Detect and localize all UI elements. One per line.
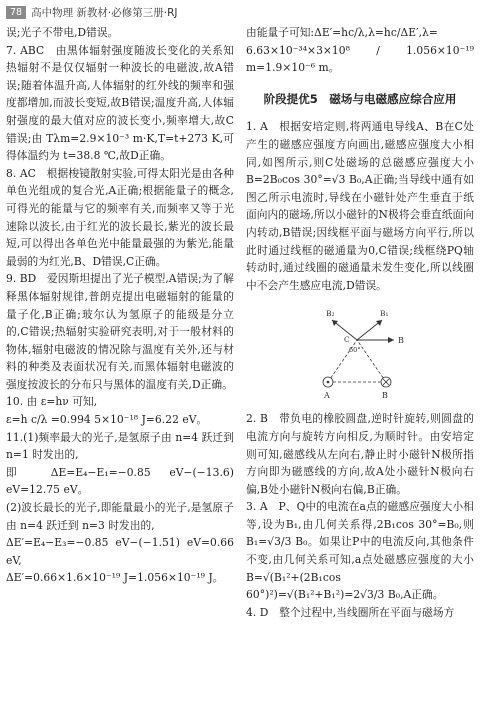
- equation: ΔE′=0.66×1.6×10⁻¹⁹ J=1.056×10⁻¹⁹ J。: [6, 571, 224, 585]
- label-b: B: [398, 336, 404, 346]
- answer-1: 1. A 根据安培定则,将两通电导线A、B在C处产生的磁感应强度方向画出,磁感应强度大小相同,如图所示,则C处磁场的总磁感应强度大小 B=2B₀cos 30°=√3 B₀,A正确;当导线中通有如图乙所示电流时,导线在小磁针处产生垂直于纸面向内的磁场,所以小磁针的N极将会垂直纸面向内转动,B错误;因线框平面与磁场方向平行,所以此时通过线框的磁通量为0,C错误;线框绕PQ轴转动时,通过线圈的磁通量未发生变化,所以线圈中不会产生感应电流,D错误。: [246, 120, 474, 292]
- right-column: [246, 24, 474, 621]
- equation: 即 ΔE=E₄−E₁=−0.85 eV−(−13.6) eV=12.75 eV。: [6, 465, 234, 497]
- equation: ΔE′=E₄−E₃=−0.85 eV−(−1.51) eV=0.66 eV,: [6, 536, 234, 567]
- equation: ε=h c/λ =0.994 5×10⁻¹⁸ J=6.22 eV。: [6, 413, 208, 427]
- paragraph: 由能量子可知:ΔE′=hc/λ,λ=hc/ΔE′,λ=: [246, 26, 438, 39]
- magnetic-field-figure: [246, 296, 474, 406]
- answer-10: 10. 由 ε=hν 可知,: [6, 395, 98, 409]
- answer-4: 4. D 整个过程中,当线圈所在平面与磁场方: [246, 605, 455, 619]
- answer-7: 7. ABC 由黑体辐射强度随波长变化的关系知热辐射不是仅仅辐射一种波长的电磁波,故A错误;随着体温升高,人体辐射的红外线的频率和强度都增加,而波长变短,故B错误;温度升高,人体辐射强度的最大值对应的波长变小,频率增大,故C错误;由 Tλm=2.9×10⁻³ m·K,T=t+273 K,可得体温约为 t=38.8 ℃,故D正确。: [6, 43, 234, 163]
- answer-8: 8. AC 根据梭镜散射实验,可得太阳光是由各种单色光组成的复合光,A正确;根据能量子的概念,可得光的能量与它的频率有关,而频率又等于光速除以波长,由于红光的波长最长,紫光的波长最短,可以得出各单色光中能量最强的为紫光,能量最弱的为红光,B、D错误,C正确。: [6, 166, 234, 268]
- answer-3: 3. A P、Q中的电流在a点的磁感应强度大小相等,设为B₁,由几何关系得,2B₁cos 30°=B₀,则 B₁=√3/3 B₀。如果让P中的电流反向,其他条件不变,由几何关系可知,a点处磁感应强度的大小 B=√(B₁²+(2B₁cos 60°)²)=√(B₁²+B₁²)=2√3/3 B₀,A正确。: [246, 500, 474, 602]
- label-a: A: [324, 391, 330, 401]
- angle-label: 60°: [349, 346, 361, 355]
- equation: 6.63×10⁻³⁴×3×10⁸ / 1.056×10⁻¹⁹ m=1.9×10⁻⁶ m。: [246, 43, 474, 75]
- answer-2: 2. B 带负电的橡胶圆盘,逆时针旋转,则圆盘的电流方向与旋转方向相反,为顺时针。由安培定则可知,磁感线从左向右,静止时小磁针N极所指方向即为磁感线的方向,故A处小磁针N极向右偏,B处小磁针N极向右偏,B正确。: [246, 412, 474, 496]
- page-number: 78: [6, 6, 26, 19]
- figure-svg: [246, 296, 474, 406]
- page-header: [6, 4, 474, 20]
- paragraph: 误;光子不带电,D错误。: [6, 26, 119, 39]
- left-column: [6, 24, 234, 587]
- label-b2: B₂: [326, 309, 335, 319]
- label-c: C: [344, 335, 350, 345]
- paragraph: (2)波长最长的光子,即能量最小的光子,是氢原子由 n=4 跃迁到 n=3 时发出的,: [6, 501, 234, 532]
- label-b-wire: B: [382, 391, 388, 401]
- answer-9: 9. BD 爱因斯坦提出了光子模型,A错误;为了解释黑体辐射规律,普朗克提出电磁辐射的能量的量子化,B正确;玻尔认为氢原子的能级是分立的,C错误;热辐射实验研究表明,对于一般材料的物体,辐射电磁波的情况除与温度有关外,还与材料的种类及表面状况有关,而黑体辐射电磁波的强度按波长的分布只与黑体的温度有关,D正确。: [6, 272, 234, 391]
- section-title: 阶段提优5 磁场与电磁感应综合应用: [263, 91, 457, 106]
- label-b1: B₁: [380, 309, 389, 319]
- answer-11: 11.(1)频率最大的光子,是氢原子由 n=4 跃迁到 n=1 时发出的,: [6, 430, 234, 462]
- header-text: 高中物理 新教材·必修第三册·RJ: [31, 6, 178, 19]
